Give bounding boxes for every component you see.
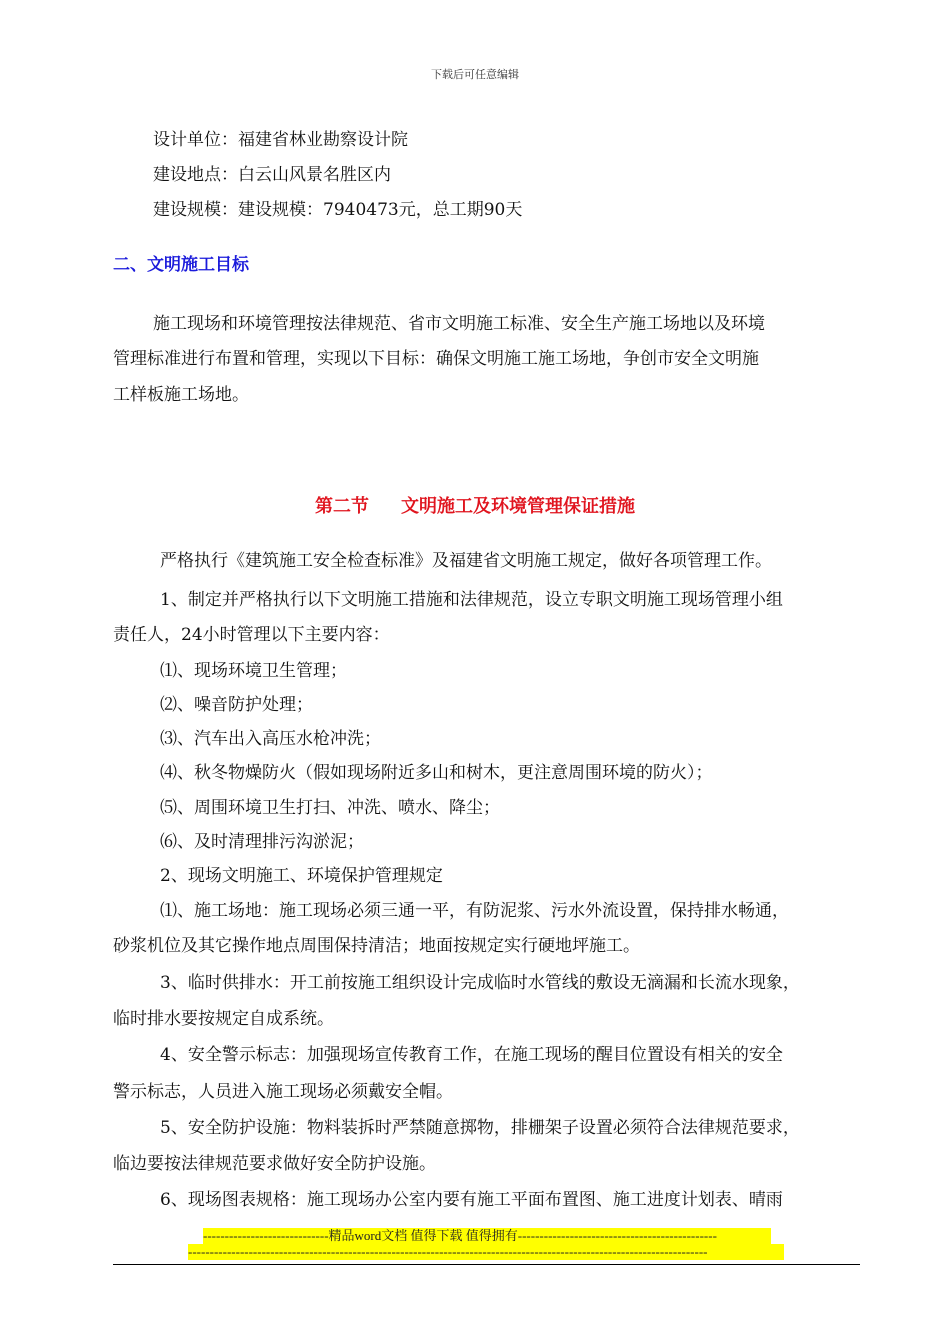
body-line: 警示标志，人员进入施工现场必须戴安全帽。 <box>113 1082 453 1102</box>
page-header: 下载后可任意编辑 <box>431 68 519 81</box>
paragraph-line: 施工现场和环境管理按法律规范、省市文明施工标准、安全生产施工场地以及环境 <box>153 314 765 334</box>
body-line: 1、制定并严格执行以下文明施工措施和法律规范，设立专职文明施工现场管理小组 <box>160 590 783 610</box>
list-item: ⑵、噪音防护处理； <box>160 695 313 715</box>
chapter-title: 文明施工及环境管理保证措施 <box>401 496 635 517</box>
body-line: 4、安全警示标志：加强现场宣传教育工作，在施工现场的醒目位置设有相关的安全 <box>160 1045 783 1065</box>
body-line: 临边要按法律规范要求做好安全防护设施。 <box>113 1154 436 1174</box>
body-line: 临时排水要按规定自成系统。 <box>113 1009 334 1029</box>
footer-banner: -----------------------------精品word文档 值得下载 值得拥有---------------------------------------------- <box>203 1228 771 1244</box>
paragraph-line: 管理标准进行布置和管理，实现以下目标：确保文明施工施工场地，争创市安全文明施 <box>113 349 759 369</box>
body-line: 责任人，24小时管理以下主要内容： <box>113 625 390 645</box>
scale-line: 建设规模：建设规模：7940473元，总工期90天 <box>153 200 523 220</box>
body-line: 5、安全防护设施：物料装拆时严禁随意掷物，排栅架子设置必须符合法律规范要求， <box>160 1118 800 1138</box>
list-item: ⑸、周围环境卫生打扫、冲洗、喷水、降尘； <box>160 798 500 818</box>
design-unit-line: 设计单位：福建省林业勘察设计院 <box>153 130 408 150</box>
location-line: 建设地点：白云山风景名胜区内 <box>153 165 391 185</box>
chapter-heading <box>0 492 950 518</box>
footer-rule <box>113 1264 860 1265</box>
body-line: 严格执行《建筑施工安全检查标准》及福建省文明施工规定，做好各项管理工作。 <box>160 551 772 571</box>
body-line: 6、现场图表规格：施工现场办公室内要有施工平面布置图、施工进度计划表、晴雨 <box>160 1190 783 1210</box>
paragraph-line: 工样板施工场地。 <box>113 385 249 405</box>
body-line: 2、现场文明施工、环境保护管理规定 <box>160 866 443 886</box>
list-item: ⑴、现场环境卫生管理； <box>160 661 347 681</box>
section-heading: 二、文明施工目标 <box>113 255 249 275</box>
list-item: ⑹、及时清理排污沟淤泥； <box>160 832 364 852</box>
body-line: ⑴、施工场地：施工现场必须三通一平，有防泥浆、污水外流设置，保持排水畅通， <box>160 901 789 921</box>
chapter-label: 第二节 <box>315 496 369 517</box>
list-item: ⑶、汽车出入高压水枪冲洗； <box>160 729 381 749</box>
footer-dashes: ------------------------------------------------------------------------------------------------------------------------ <box>188 1244 784 1260</box>
list-item: ⑷、秋冬物燥防火（假如现场附近多山和树木，更注意周围环境的防火）； <box>160 763 713 783</box>
body-line: 3、临时供排水：开工前按施工组织设计完成临时水管线的敷设无滴漏和长流水现象， <box>160 973 800 993</box>
body-line: 砂浆机位及其它操作地点周围保持清洁；地面按规定实行硬地坪施工。 <box>113 936 640 956</box>
